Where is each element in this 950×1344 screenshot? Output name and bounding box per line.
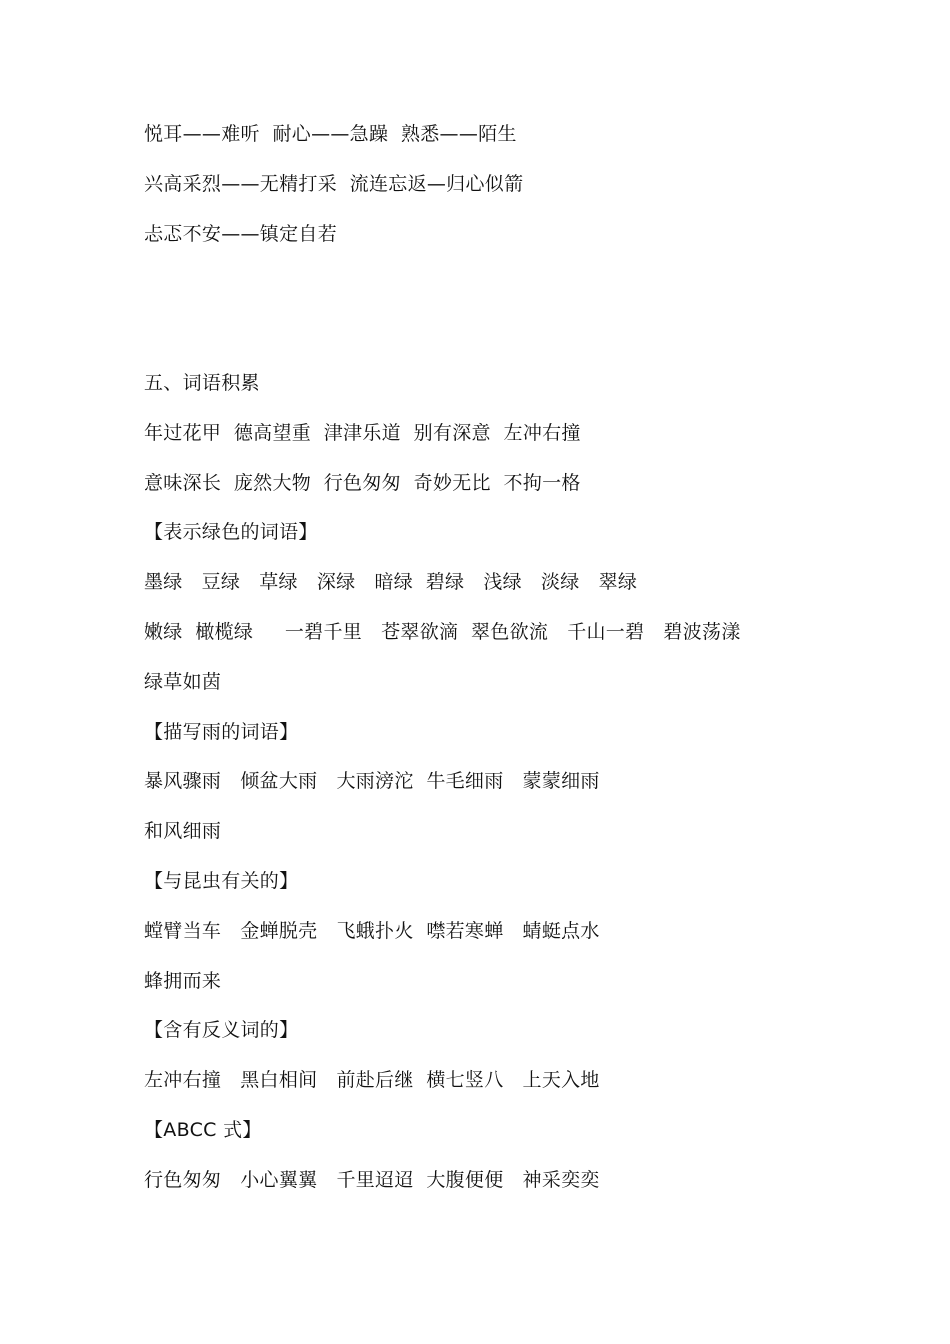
abcc-words-title: 【ABCC 式】: [144, 1119, 262, 1141]
green-words-line-1: 墨绿 豆绿 草绿 深绿 暗绿 碧绿 浅绿 淡绿 翠绿: [144, 571, 638, 593]
antonym-line-3: 忐忑不安——镇定自若: [144, 223, 338, 245]
green-words-title: 【表示绿色的词语】: [144, 521, 318, 543]
green-words-line-2: 嫩绿 橄榄绿 一碧千里 苍翠欲滴 翠色欲流 千山一碧 碧波荡漾: [144, 621, 741, 643]
insect-words-line-2: 蜂拥而来: [144, 970, 222, 992]
section-heading: 五、词语积累: [144, 372, 260, 394]
insect-words-line-1: 螳臂当车 金蝉脱壳 飞蛾扑火 噤若寒蝉 蜻蜓点水: [144, 920, 600, 942]
words-line-2: 意味深长 庞然大物 行色匆匆 奇妙无比 不拘一格: [144, 472, 581, 494]
insect-words-title: 【与昆虫有关的】: [144, 870, 299, 892]
rain-words-line-1: 暴风骤雨 倾盆大雨 大雨滂沱 牛毛细雨 蒙蒙细雨: [144, 770, 600, 792]
words-line-1: 年过花甲 德高望重 津津乐道 别有深意 左冲右撞: [144, 422, 581, 444]
rain-words-line-2: 和风细雨: [144, 820, 222, 842]
antonym-line-2: 兴高采烈——无精打采 流连忘返—归心似箭: [144, 173, 524, 195]
opposite-words-line-1: 左冲右撞 黑白相间 前赴后继 横七竖八 上天入地: [144, 1069, 600, 1091]
green-words-line-3: 绿草如茵: [144, 671, 222, 693]
opposite-words-title: 【含有反义词的】: [144, 1019, 299, 1041]
antonym-line-1: 悦耳——难听 耐心——急躁 熟悉——陌生: [144, 123, 517, 145]
rain-words-title: 【描写雨的词语】: [144, 721, 299, 743]
abcc-words-line-1: 行色匆匆 小心翼翼 千里迢迢 大腹便便 神采奕奕: [144, 1169, 600, 1191]
